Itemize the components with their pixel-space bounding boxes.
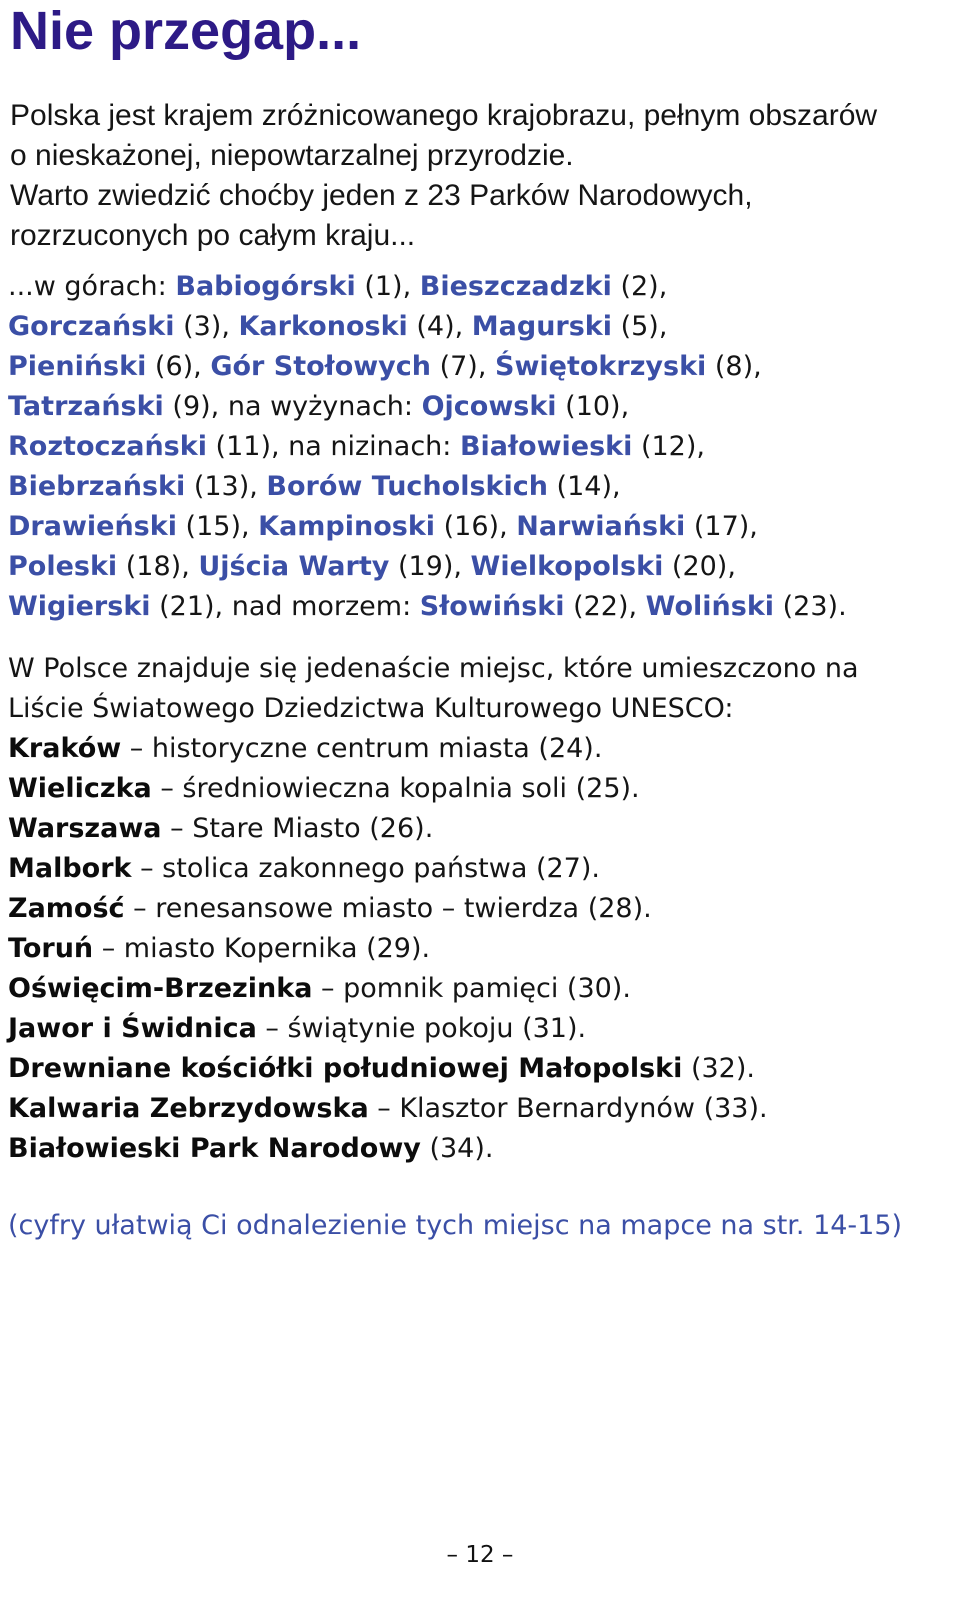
park-number: (7), xyxy=(431,351,496,382)
park-number: (20), xyxy=(663,551,736,582)
parks-line xyxy=(8,387,953,427)
unesco-site-name: Jawor i Świdnica xyxy=(8,1013,257,1044)
park-name: Ojcowski xyxy=(421,391,557,422)
page-number: – 12 – xyxy=(446,1542,514,1568)
park-number: (4), xyxy=(407,311,472,342)
unesco-site xyxy=(8,1049,953,1089)
region-label: ...w górach: xyxy=(8,271,176,302)
park-name: Gór Stołowych xyxy=(210,351,432,382)
unesco-site xyxy=(8,849,953,889)
unesco-site-description: – historyczne centrum miasta (24). xyxy=(121,733,603,764)
intro-line: Polska jest krajem zróżnicowanego krajobrazu, pełnym obszarów xyxy=(10,99,878,132)
unesco-site xyxy=(8,729,953,769)
park-name: Roztoczański xyxy=(8,431,207,462)
park-name: Woliński xyxy=(645,591,775,622)
park-name: Słowiński xyxy=(419,591,565,622)
park-name: Drawieński xyxy=(8,511,177,542)
park-name: Świętokrzyski xyxy=(495,351,707,382)
unesco-site-description: – średniowieczna kopalnia soli (25). xyxy=(151,773,640,804)
intro-line: o nieskażonej, niepowtarzalnej przyrodzie. xyxy=(10,139,574,172)
park-name: Kampinoski xyxy=(258,511,436,542)
unesco-site-name: Wieliczka xyxy=(8,773,152,804)
unesco-site xyxy=(8,1009,953,1049)
park-number: (3), xyxy=(174,311,239,342)
park-number: (16), xyxy=(435,511,517,542)
unesco-site xyxy=(8,889,953,929)
park-name: Biebrzański xyxy=(8,471,186,502)
park-name: Ujścia Warty xyxy=(198,551,390,582)
unesco-site-name: Zamość xyxy=(8,893,125,924)
region-label: nad morzem: xyxy=(231,591,420,622)
parks-line xyxy=(8,467,953,507)
park-number: (10), xyxy=(556,391,630,422)
park-number: (17), xyxy=(685,511,758,542)
region-label: na wyżynach: xyxy=(227,391,422,422)
park-number: (13), xyxy=(185,471,267,502)
unesco-site xyxy=(8,1089,953,1129)
unesco-site-description: – pomnik pamięci (30). xyxy=(312,973,631,1004)
park-number: (14), xyxy=(547,471,621,502)
unesco-site-name: Malbork xyxy=(8,853,132,884)
park-name: Tatrzański xyxy=(8,391,164,422)
parks-line xyxy=(8,587,953,627)
park-name: Babiogórski xyxy=(175,271,356,302)
unesco-site-description: – Stare Miasto (26). xyxy=(161,813,434,844)
park-name: Gorczański xyxy=(8,311,175,342)
unesco-site xyxy=(8,929,953,969)
unesco-site xyxy=(8,769,953,809)
park-number: (9), xyxy=(163,391,228,422)
unesco-site-description: – Klasztor Bernardynów (33). xyxy=(368,1093,768,1124)
park-number: (1), xyxy=(355,271,420,302)
park-number: (6), xyxy=(146,351,211,382)
park-name: Wielkopolski xyxy=(470,551,664,582)
unesco-site-name: Białowieski Park Narodowy xyxy=(8,1133,421,1164)
unesco-site-name: Kraków xyxy=(8,733,122,764)
park-number: (2), xyxy=(611,271,668,302)
parks-line xyxy=(8,547,953,587)
park-number: (15), xyxy=(176,511,259,542)
parks-line xyxy=(8,347,953,387)
park-name: Poleski xyxy=(8,551,118,582)
intro-line: Warto zwiedzić choćby jeden z 23 Parków Narodowych, xyxy=(10,179,753,212)
intro-paragraph xyxy=(10,96,950,256)
park-number: (19), xyxy=(389,551,471,582)
page-title: Nie przegap... xyxy=(10,1,362,61)
park-number: (21), xyxy=(150,591,232,622)
unesco-site-name: Drewniane kościółki południowej Małopolski xyxy=(8,1053,683,1084)
park-number: (11), xyxy=(206,431,289,462)
unesco-site-description: – świątynie pokoju (31). xyxy=(256,1013,587,1044)
park-name: Borów Tucholskich xyxy=(266,471,548,502)
unesco-site-description: – miasto Kopernika (29). xyxy=(93,933,431,964)
parks-line xyxy=(8,507,953,547)
unesco-intro-line: Liście Światowego Dziedzictwa Kulturowego UNESCO: xyxy=(8,693,734,724)
region-label: na nizinach: xyxy=(288,431,460,462)
unesco-site-name: Warszawa xyxy=(8,813,162,844)
park-name: Narwiański xyxy=(516,511,686,542)
park-number: (8), xyxy=(706,351,762,382)
park-number: (12), xyxy=(632,431,705,462)
parks-line xyxy=(8,427,953,467)
park-name: Wigierski xyxy=(8,591,151,622)
parks-line xyxy=(8,307,953,347)
unesco-site-name: Kalwaria Zebrzydowska xyxy=(8,1093,369,1124)
park-number: (23). xyxy=(774,591,847,622)
map-reference-note: (cyfry ułatwią Ci odnalezienie tych miejsc na mapce na str. 14-15) xyxy=(8,1210,903,1241)
unesco-site-description: – renesansowe miasto – twierdza (28). xyxy=(124,893,652,924)
unesco-site-name: Toruń xyxy=(8,933,94,964)
unesco-site xyxy=(8,1129,953,1169)
park-number: (22), xyxy=(564,591,646,622)
unesco-site-description: (32). xyxy=(682,1053,755,1084)
unesco-intro-line: W Polsce znajduje się jedenaście miejsc, które umieszczono na xyxy=(8,653,859,684)
unesco-site xyxy=(8,809,953,849)
unesco-site xyxy=(8,969,953,1009)
unesco-site-description: (34). xyxy=(420,1133,494,1164)
park-name: Pieniński xyxy=(8,351,147,382)
unesco-site-description: – stolica zakonnego państwa (27). xyxy=(131,853,600,884)
unesco-site-name: Oświęcim-Brzezinka xyxy=(8,973,313,1004)
park-name: Magurski xyxy=(471,311,613,342)
parks-line xyxy=(8,267,953,307)
national-parks-list xyxy=(8,267,953,627)
park-name: Karkonoski xyxy=(238,311,408,342)
intro-line: rozrzuconych po całym kraju... xyxy=(10,219,416,252)
park-name: Białowieski xyxy=(459,431,633,462)
unesco-sites-section xyxy=(8,649,953,1169)
park-number: (5), xyxy=(612,311,668,342)
park-number: (18), xyxy=(117,551,199,582)
park-name: Bieszczadzki xyxy=(419,271,612,302)
